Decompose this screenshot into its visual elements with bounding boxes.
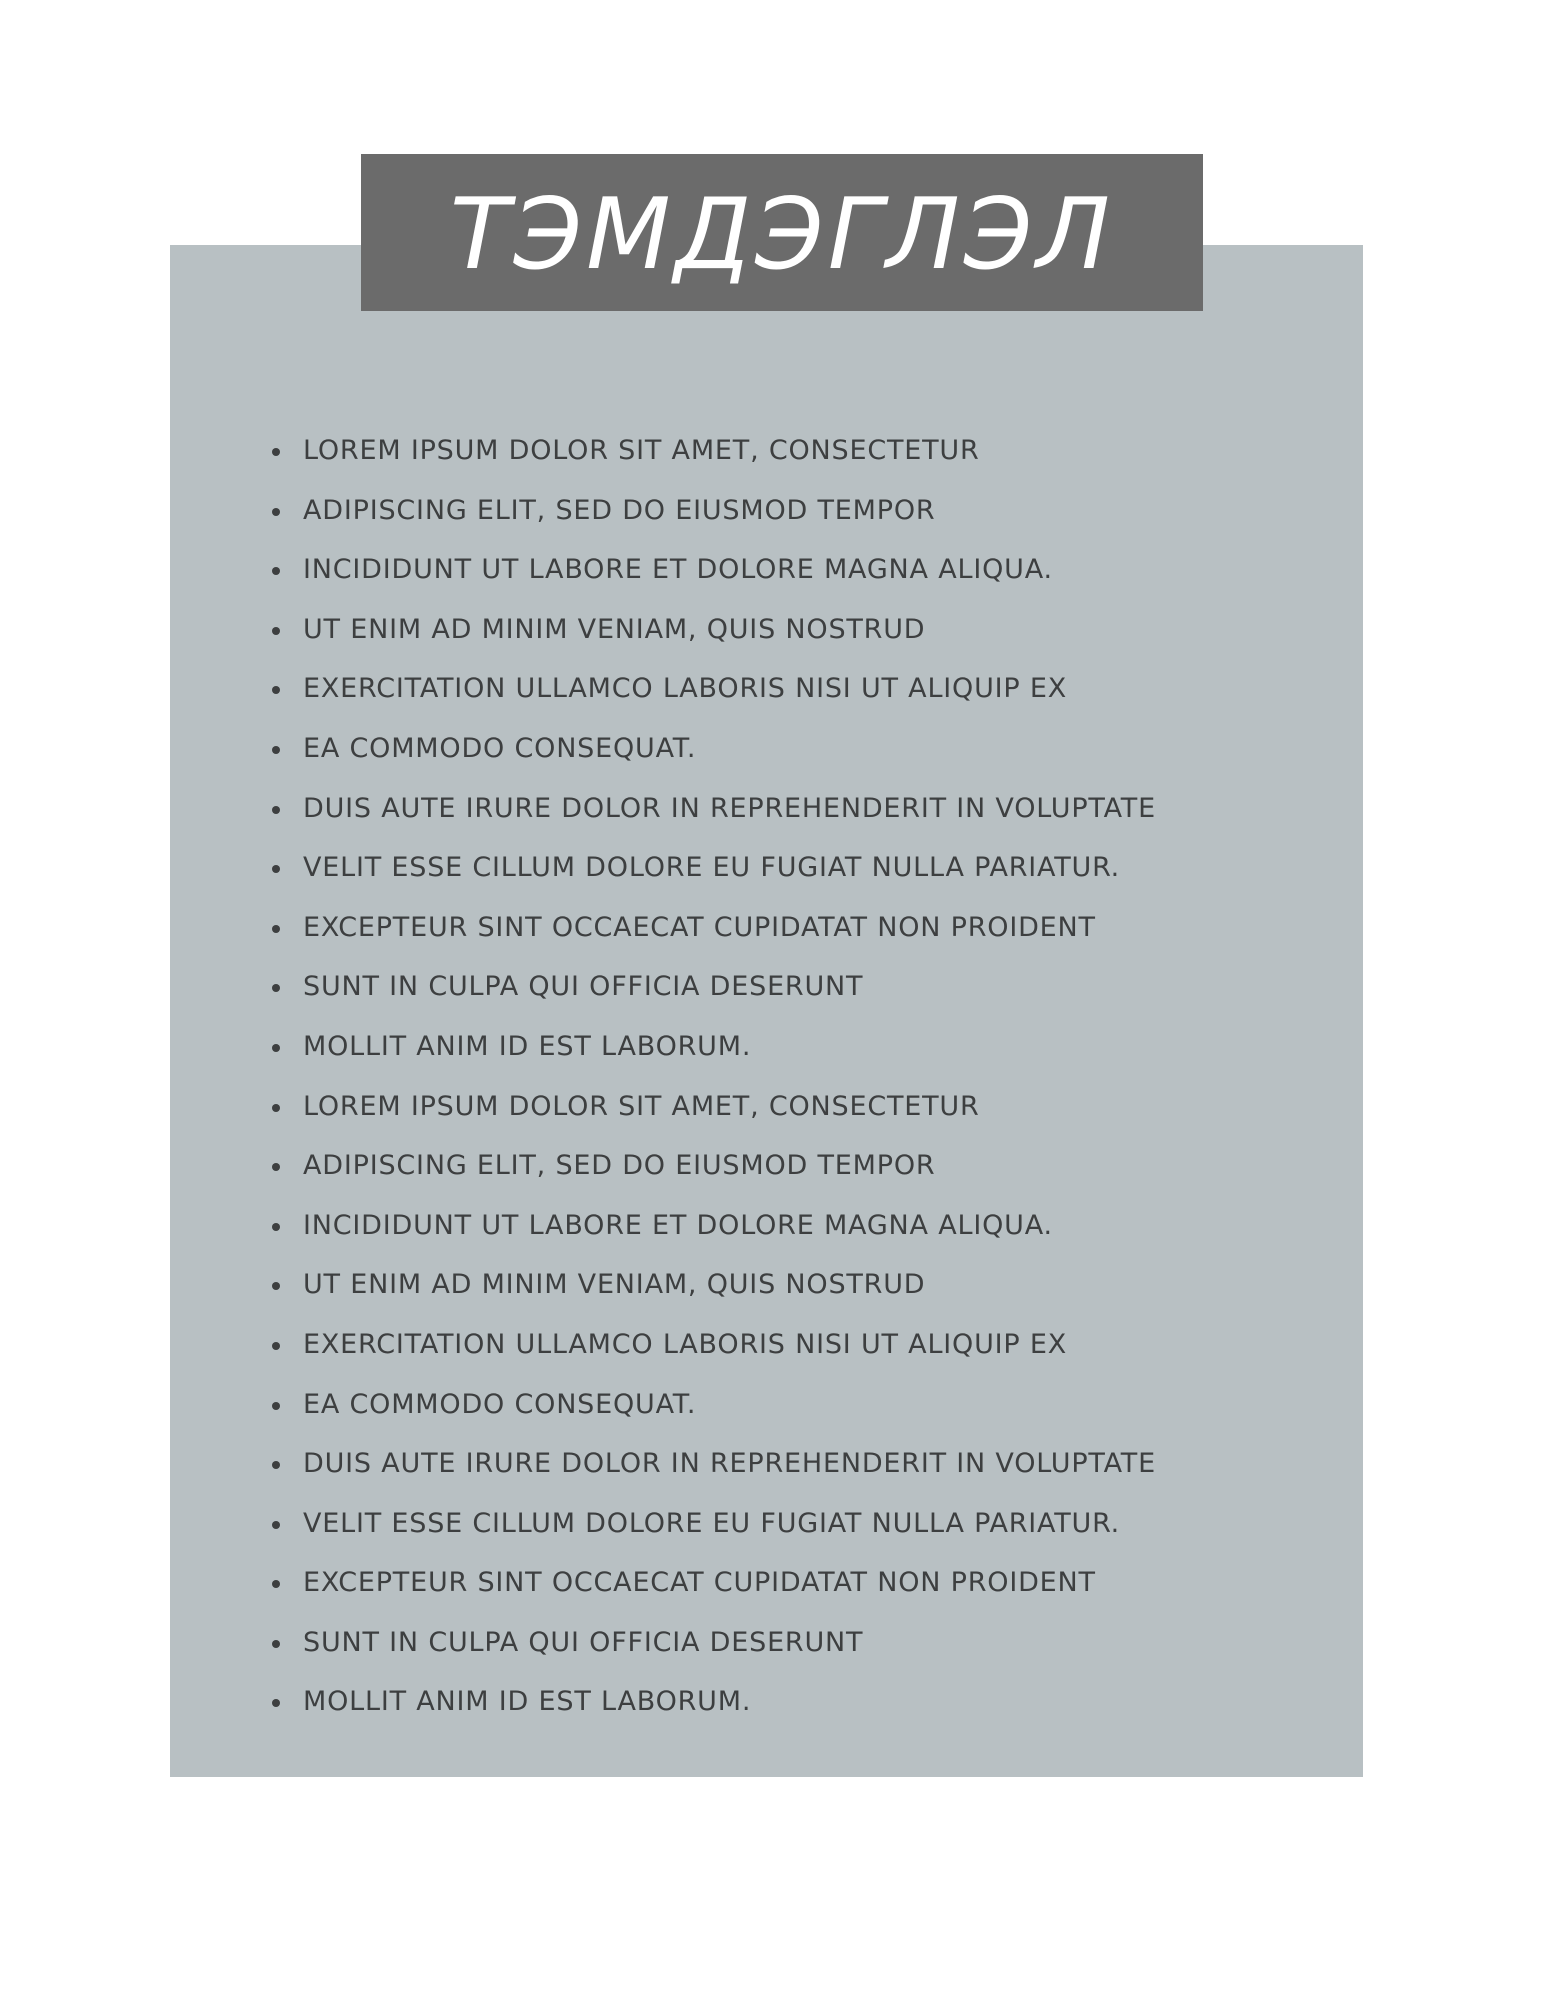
bullet-icon bbox=[272, 1402, 280, 1410]
list-item bbox=[270, 783, 1156, 843]
list-item bbox=[270, 1557, 1156, 1617]
bullet-icon bbox=[272, 686, 280, 694]
list-item-text: UT ENIM AD MINIM VENIAM, QUIS NOSTRUD bbox=[303, 613, 926, 645]
bullet-icon bbox=[272, 925, 280, 933]
list-item bbox=[270, 1259, 1156, 1319]
notes-list bbox=[270, 425, 1156, 1736]
bullet-icon bbox=[272, 806, 280, 814]
list-item-text: EXCEPTEUR SINT OCCAECAT CUPIDATAT NON PROIDENT bbox=[303, 911, 1096, 943]
list-item-text: UT ENIM AD MINIM VENIAM, QUIS NOSTRUD bbox=[303, 1269, 926, 1301]
bullet-icon bbox=[272, 1461, 280, 1469]
bullet-icon bbox=[272, 1163, 280, 1171]
bullet-icon bbox=[272, 1282, 280, 1290]
list-item bbox=[270, 1676, 1156, 1736]
list-item-text: INCIDIDUNT UT LABORE ET DOLORE MAGNA ALIQUA. bbox=[303, 1209, 1053, 1241]
list-item bbox=[270, 902, 1156, 962]
list-item-text: EXERCITATION ULLAMCO LABORIS NISI UT ALIQUIP EX bbox=[303, 673, 1068, 705]
bullet-icon bbox=[272, 865, 280, 873]
list-item bbox=[270, 842, 1156, 902]
list-item-text: MOLLIT ANIM ID EST LABORUM. bbox=[303, 1030, 752, 1062]
list-item bbox=[270, 1319, 1156, 1379]
list-item bbox=[270, 1081, 1156, 1141]
list-item bbox=[270, 485, 1156, 545]
list-item bbox=[270, 1200, 1156, 1260]
list-item bbox=[270, 604, 1156, 664]
title-banner bbox=[361, 154, 1203, 311]
list-item-text: LOREM IPSUM DOLOR SIT AMET, CONSECTETUR bbox=[303, 435, 980, 466]
list-item bbox=[270, 1140, 1156, 1200]
list-item bbox=[270, 1438, 1156, 1498]
list-item-text: SUNT IN CULPA QUI OFFICIA DESERUNT bbox=[303, 1626, 864, 1658]
bullet-icon bbox=[272, 1104, 280, 1112]
bullet-icon bbox=[272, 1699, 280, 1707]
bullet-icon bbox=[272, 1223, 280, 1231]
list-item bbox=[270, 425, 1156, 485]
list-item bbox=[270, 1379, 1156, 1439]
list-item-text: ADIPISCING ELIT, SED DO EIUSMOD TEMPOR bbox=[303, 1150, 936, 1182]
list-item-text: DUIS AUTE IRURE DOLOR IN REPREHENDERIT IN VOLUPTATE bbox=[303, 1448, 1156, 1480]
list-item-text: EA COMMODO CONSEQUAT. bbox=[303, 1388, 697, 1420]
list-item bbox=[270, 1021, 1156, 1081]
list-item bbox=[270, 663, 1156, 723]
bullet-icon bbox=[272, 1521, 280, 1529]
list-item-text: VELIT ESSE CILLUM DOLORE EU FUGIAT NULLA PARIATUR. bbox=[303, 1507, 1121, 1539]
bullet-icon bbox=[272, 627, 280, 635]
bullet-icon bbox=[272, 1342, 280, 1350]
bullet-icon bbox=[272, 746, 280, 754]
list-item-text: EA COMMODO CONSEQUAT. bbox=[303, 732, 697, 764]
list-item-text: EXERCITATION ULLAMCO LABORIS NISI UT ALIQUIP EX bbox=[303, 1328, 1068, 1360]
list-item-text: ADIPISCING ELIT, SED DO EIUSMOD TEMPOR bbox=[303, 494, 936, 526]
list-item bbox=[270, 1617, 1156, 1677]
bullet-icon bbox=[272, 1044, 280, 1052]
list-item bbox=[270, 723, 1156, 783]
bullet-icon bbox=[272, 984, 280, 992]
page-title: ТЭМДЭГЛЭЛ bbox=[449, 177, 1115, 292]
bullet-icon bbox=[272, 448, 280, 456]
list-item-text: DUIS AUTE IRURE DOLOR IN REPREHENDERIT IN VOLUPTATE bbox=[303, 792, 1156, 824]
list-item-text: MOLLIT ANIM ID EST LABORUM. bbox=[303, 1686, 752, 1718]
bullet-icon bbox=[272, 1580, 280, 1588]
list-item bbox=[270, 544, 1156, 604]
list-item-text: VELIT ESSE CILLUM DOLORE EU FUGIAT NULLA PARIATUR. bbox=[303, 852, 1121, 884]
list-item-text: EXCEPTEUR SINT OCCAECAT CUPIDATAT NON PROIDENT bbox=[303, 1567, 1096, 1599]
list-item bbox=[270, 961, 1156, 1021]
list-item bbox=[270, 1498, 1156, 1558]
bullet-icon bbox=[272, 508, 280, 516]
bullet-icon bbox=[272, 567, 280, 575]
list-item-text: SUNT IN CULPA QUI OFFICIA DESERUNT bbox=[303, 971, 864, 1003]
list-item-text: LOREM IPSUM DOLOR SIT AMET, CONSECTETUR bbox=[303, 1090, 980, 1122]
list-item-text: INCIDIDUNT UT LABORE ET DOLORE MAGNA ALIQUA. bbox=[303, 554, 1053, 586]
bullet-icon bbox=[272, 1640, 280, 1648]
